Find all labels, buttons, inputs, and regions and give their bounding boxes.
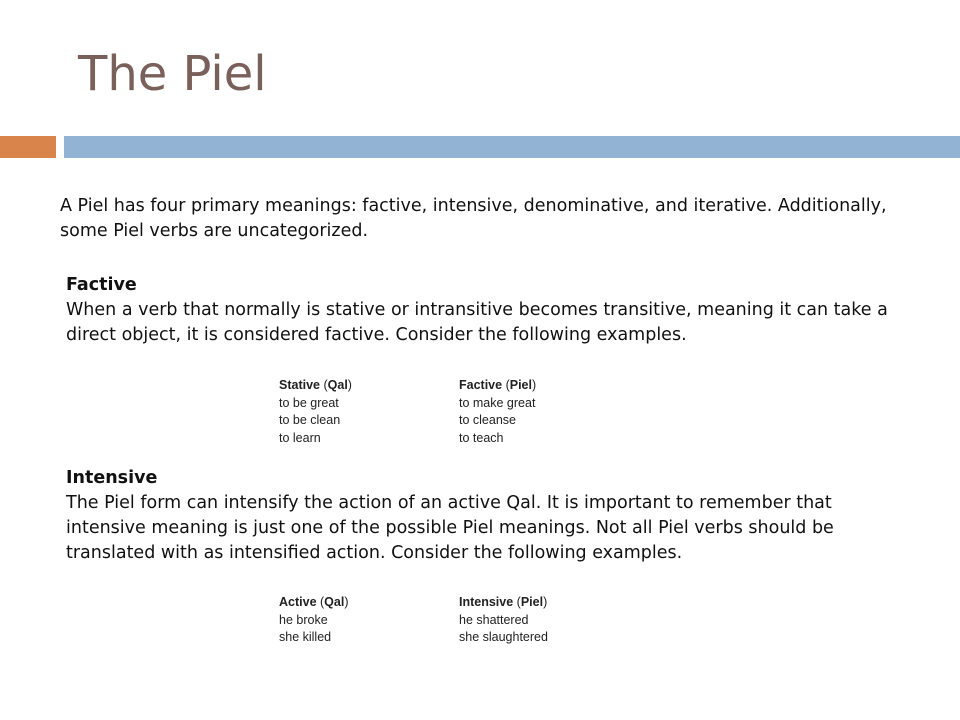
intensive-section [66, 466, 896, 566]
intensive-body: The Piel form can intensify the action of an active Qal. It is important to remember that intensive meaning is just one of the possible Piel meanings. Not all Piel verbs should be translated with as intensified action. Consider the following examples. [66, 493, 834, 563]
table-row [279, 612, 659, 630]
table-header-cell: Active (Qal) [279, 595, 349, 609]
table-cell: she killed [279, 630, 332, 644]
table-header-row [279, 594, 659, 612]
table-row [279, 629, 659, 647]
slide-title: The Piel [78, 46, 267, 102]
table-header-cell: Stative (Qal) [279, 378, 352, 392]
intensive-heading: Intensive [66, 468, 158, 488]
table-cell: to teach [459, 430, 504, 445]
table-header-row [279, 377, 659, 395]
table-cell: she slaughtered [459, 630, 548, 644]
table-cell: to cleanse [459, 413, 516, 427]
factive-section [66, 273, 926, 348]
table-row [279, 412, 659, 430]
intensive-examples-table [279, 594, 659, 647]
table-cell: he broke [279, 612, 328, 627]
table-row [279, 395, 659, 413]
table-cell: to be great [279, 395, 339, 410]
accent-bar-orange [0, 136, 56, 158]
table-header-cell: Intensive (Piel) [459, 595, 548, 609]
factive-body: When a verb that normally is stative or intransitive becomes transitive, meaning it can take a direct object, it is considered factive. Consider the following examples. [66, 300, 888, 345]
table-cell: to make great [459, 395, 536, 410]
table-cell: he shattered [459, 612, 529, 627]
accent-bar-blue [64, 136, 960, 158]
intro-paragraph: A Piel has four primary meanings: factive, intensive, denominative, and iterative. Additionally, some Piel verbs are uncategorized. [60, 196, 887, 241]
table-cell: to be clean [279, 413, 341, 427]
factive-heading: Factive [66, 275, 137, 295]
table-cell: to learn [279, 430, 321, 445]
table-row [279, 430, 659, 448]
table-header-cell: Factive (Piel) [459, 378, 537, 392]
factive-examples-table [279, 377, 659, 447]
